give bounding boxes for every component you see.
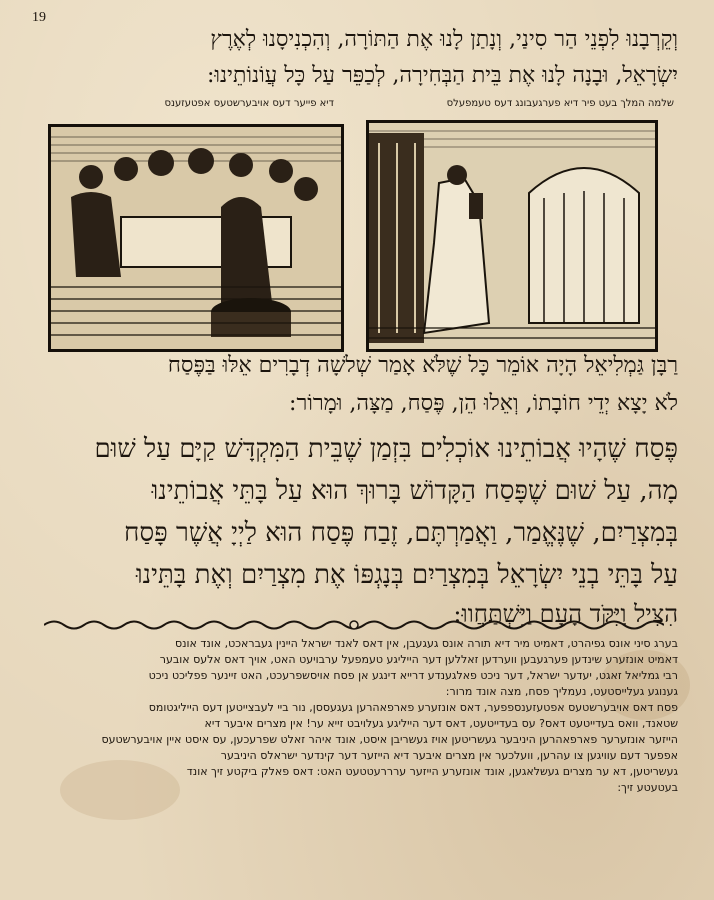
caption-right: שלמה המלך בעט פיר דיא פערגעבונג דעס טעמפעלס	[446, 98, 674, 109]
yiddish-line-1: בערג סיני אונס גפיהרט, דאמיט מיר דיא תורה אונס געגעבן, אין דאס לאנד ישראל היינין געבראכט, אונד אונס	[174, 637, 678, 650]
yiddish-line-5: פסח דאס אויבערשטעס אפטעזענספפער, דאס אונזערע פארפאהרען געגעססן, נור ביי לעבצייטען דעס הייליגטומס	[148, 701, 678, 714]
yiddish-line-8: אפפער דעם עוויגען צו עהרען, וועלכער אין מצרים איבער דיא הייזער דער קינדער ישראלס היניבער	[220, 749, 678, 762]
king-temple-woodcut	[366, 120, 658, 352]
yiddish-line-2: דאמיט אונזערע שינדען פערגעבען ווערדען זאללען דער הייליגע טעמפעל ערבויעט האט, אויך דאס אלעס אובער	[159, 653, 678, 666]
hebrew-line-1: וְקֵרְבָנוּ לִפְנֵי הַר סִינַי, וְנָתַן לָנוּ אֶת הַתּוֹרָה, וְהִכְנִיסָנוּ לְאֶרֶץ	[210, 27, 678, 52]
yiddish-line-10: בעטעטע זיך:	[617, 781, 678, 794]
hebrew-large-line-2: מָה, עַל שׁוּם שֶׁפָּסַח הַקָּדוֹשׁ בָּרוּךְ הוּא עַל בָּתֵּי אֲבוֹתֵינוּ	[151, 476, 678, 506]
yiddish-line-4: גענוגע געלייסטעט, נעמליך פסח, מצה אונד מרור:	[445, 685, 678, 698]
wavy-divider	[44, 618, 664, 632]
hebrew-large-line-4: עַל בָּתֵּי בְנֵי יִשְׂרָאֵל בְּמִצְרַיִם בְּנָגְפּוֹ אֶת מִצְרַיִם וְאֶת בָּתֵּינוּ	[136, 560, 678, 590]
hebrew-middle-line-2: לֹא יָצָא יְדֵי חוֹבָתוֹ, וְאֵלוּ הֵן, פֶּסַח, מַצָּה, וּמָרוֹר:	[289, 391, 678, 416]
hebrew-middle-line-1: רַבָּן גַּמְלִיאֵל הָיָה אוֹמֵר כָּל שֶׁלֹּא אָמַר שְׁלשָׁה דְבָרִים אֵלּוּ בַּפֶּסַח	[167, 353, 678, 378]
yiddish-line-7: הייזער אונזערער פארפאהרען היניבער געשריטען אויז געשריבן איסט, אונד איהר זאלט שפרעכען, עס איסט איין אויבערשטעס	[101, 733, 678, 746]
yiddish-line-3: רבי גמליאל זאגט, יעדער ישראל, דער ניכט פאלגענדע דרייא דינגע אן פסח אויסשפרעכט, האט זיינער פפליכט ניכט	[148, 669, 678, 682]
hebrew-line-2: יִשְׂרָאֵל, וּבָנָה לָנוּ אֶת בֵּית הַבְּחִירָה, לְכַפֵּר עַל כָּל עֲוֹנוֹתֵינוּ:	[206, 63, 678, 88]
hebrew-large-line-1: פֶּסַח שֶׁהָיוּ אֲבוֹתֵינוּ אוֹכְלִים בִּזְמַן שֶׁבֵּית הַמִּקְדָּשׁ קַיָּם עַל שׁוּם	[94, 434, 678, 464]
yiddish-line-9: געשריטען, דא ער מצרים געשלאגען, אונד אונזערע הייזער ערררעטטעט האט: דאס פאלק ביקטע זיך אונד	[186, 765, 678, 778]
caption-left: דיא פייער דעס אויבערשטעס אפטעזענס	[164, 98, 334, 109]
seder-table-woodcut	[48, 124, 344, 352]
hebrew-large-line-5: הִצִּיל וַיִּקֹּד הָעָם וַיִּשְׁתַּחֲווּ:	[453, 600, 678, 628]
yiddish-line-6: שטאנד, וואס בעדייטעט דאס? עס בעדייטעט, דאס דער הייליגע געלויבט זייא ער! אין מצרים איבער דיא	[204, 717, 678, 730]
hebrew-large-line-3: בְּמִצְרַיִם, שֶׁנֶּאֱמַר, וַאֲמַרְתֶּם, זֶבַח פֶּסַח הוּא לַיְיָ אֲשֶׁר פָּסַח	[123, 518, 678, 548]
page-number: 19	[32, 10, 46, 25]
